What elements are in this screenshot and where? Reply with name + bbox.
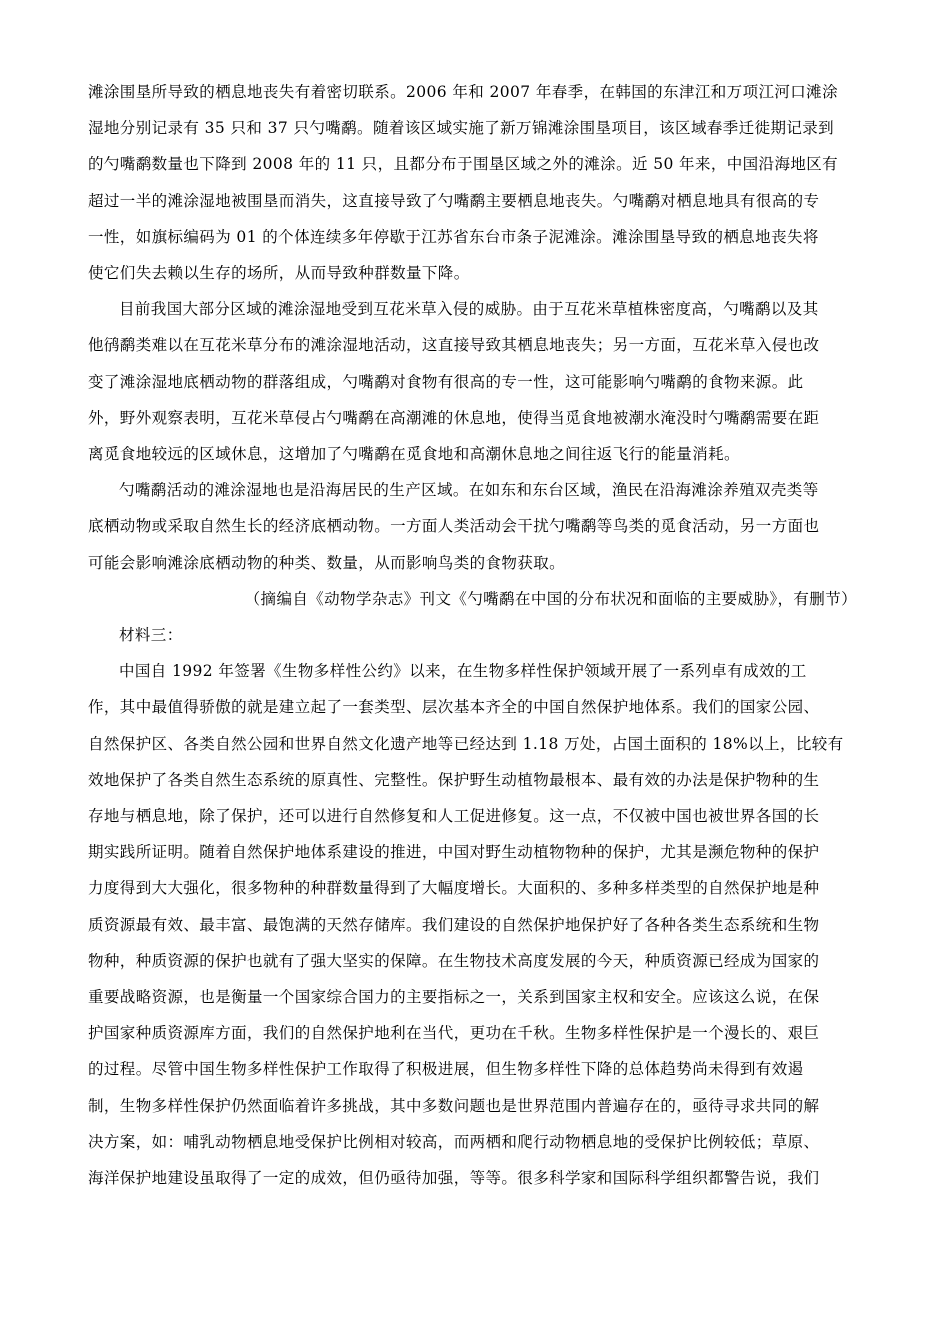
paragraph-habitat-loss — [88, 74, 863, 291]
text-line: 滩涂围垦所导致的栖息地丧失有着密切联系。2006 年和 2007 年春季，在韩国的东津江和万项江河口滩涂 — [88, 83, 838, 101]
text-line: 使它们失去赖以生存的场所，从而导致种群数量下降。 — [88, 264, 470, 283]
paragraph-biodiversity-protection — [88, 653, 863, 1196]
text-line: 制，生物多样性保护仍然面临着许多挑战，其中多数问题也是世界范围内普遍存在的，亟待寻求共同的解 — [88, 1096, 820, 1115]
text-line: 海洋保护地建设虽取得了一定的成效，但仍亟待加强，等等。很多科学家和国际科学组织都警告说，我们 — [88, 1169, 820, 1188]
text-line: 决方案，如：哺乳动物栖息地受保护比例相对较高，而两栖和爬行动物栖息地的受保护比例较低；草原、 — [88, 1132, 820, 1151]
citation-text: （摘编自《动物学杂志》刊文《勺嘴鹬在中国的分布状况和面临的主要威胁》，有删节） — [244, 589, 857, 608]
text-line: 效地保护了各类自然生态系统的原真性、完整性。保护野生动植物最根本、最有效的办法是保护物种的生 — [88, 770, 820, 789]
text-line: 超过一半的滩涂湿地被围垦而消失，这直接导致了勺嘴鹬主要栖息地丧失。勺嘴鹬对栖息地具有很高的专 — [88, 191, 820, 210]
text-line: 勺嘴鹬活动的滩涂湿地也是沿海居民的生产区域。在如东和东台区域，渔民在沿海滩涂养殖双壳类等 — [119, 481, 819, 500]
text-line: 变了滩涂湿地底栖动物的群落组成，勺嘴鹬对食物有很高的专一性，这可能影响勺嘴鹬的食物来源。此 — [88, 372, 804, 391]
document-body — [88, 74, 863, 1196]
text-line: 一性，如旗标编码为 01 的个体连续多年停歇于江苏省东台市条子泥滩涂。滩涂围垦导致的栖息地丧失将 — [88, 227, 819, 246]
paragraph-human-activity — [88, 472, 863, 581]
heading-text: 材料三： — [119, 626, 183, 645]
paragraph-spartina-invasion — [88, 291, 863, 472]
text-line: 期实践所证明。随着自然保护地体系建设的推进，中国对野生动植物物种的保护，尤其是濒危物种的保护 — [88, 843, 820, 862]
material-three-heading — [88, 617, 863, 653]
text-line: 离觅食地较远的区域休息，这增加了勺嘴鹬在觅食地和高潮休息地之间往返飞行的能量消耗。 — [88, 445, 740, 464]
text-line: 物种，种质资源的保护也就有了强大坚实的保障。在生物技术高度发展的今天，种质资源已经成为国家的 — [88, 951, 820, 970]
text-line: 的勺嘴鹬数量也下降到 2008 年的 11 只，且都分布于围垦区域之外的滩涂。近 50 年来，中国沿海地区有 — [88, 155, 839, 174]
text-line: 湿地分别记录有 35 只和 37 只勺嘴鹬。随着该区域实施了新万锦滩涂围垦项目，该区域春季迁徙期记录到 — [88, 119, 835, 138]
text-line: 中国自 1992 年签署《生物多样性公约》以来，在生物多样性保护领域开展了一系列卓有成效的工 — [119, 662, 807, 681]
text-line: 质资源最有效、最丰富、最饱满的天然存储库。我们建设的自然保护地保护好了各种各类生态系统和生物 — [88, 915, 820, 934]
text-line: 存地与栖息地，除了保护，还可以进行自然修复和人工促进修复。这一点，不仅被中国也被世界各国的长 — [88, 807, 820, 826]
source-citation — [88, 581, 863, 617]
text-line: 外，野外观察表明，互花米草侵占勺嘴鹬在高潮滩的休息地，使得当觅食地被潮水淹没时勺嘴鹬需要在距 — [88, 408, 820, 427]
text-line: 护国家种质资源库方面，我们的自然保护地利在当代，更功在千秋。生物多样性保护是一个漫长的、艰巨 — [88, 1024, 820, 1043]
text-line: 自然保护区、各类自然公园和世界自然文化遗产地等已经达到 1.18 万处，占国土面积的 18%以上，比较有 — [88, 734, 844, 753]
text-line: 底栖动物或采取自然生长的经济底栖动物。一方面人类活动会干扰勺嘴鹬等鸟类的觅食活动，另一方面也 — [88, 517, 820, 536]
text-line: 目前我国大部分区域的滩涂湿地受到互花米草入侵的威胁。由于互花米草植株密度高，勺嘴鹬以及其 — [119, 300, 819, 319]
text-line: 力度得到大大强化，很多物种的种群数量得到了大幅度增长。大面积的、多种多样类型的自然保护地是种 — [88, 879, 820, 898]
text-line: 他鸻鹬类难以在互花米草分布的滩涂湿地活动，这直接导致其栖息地丧失；另一方面，互花米草入侵也改 — [88, 336, 820, 355]
text-line: 可能会影响滩涂底栖动物的种类、数量，从而影响鸟类的食物获取。 — [88, 553, 566, 572]
text-line: 的过程。尽管中国生物多样性保护工作取得了积极进展，但生物多样性下降的总体趋势尚未得到有效遏 — [88, 1060, 804, 1079]
text-line: 重要战略资源，也是衡量一个国家综合国力的主要指标之一，关系到国家主权和安全。应该这么说，在保 — [88, 988, 820, 1007]
text-line: 作，其中最值得骄傲的就是建立起了一套类型、层次基本齐全的中国自然保护地体系。我们的国家公园、 — [88, 698, 820, 717]
